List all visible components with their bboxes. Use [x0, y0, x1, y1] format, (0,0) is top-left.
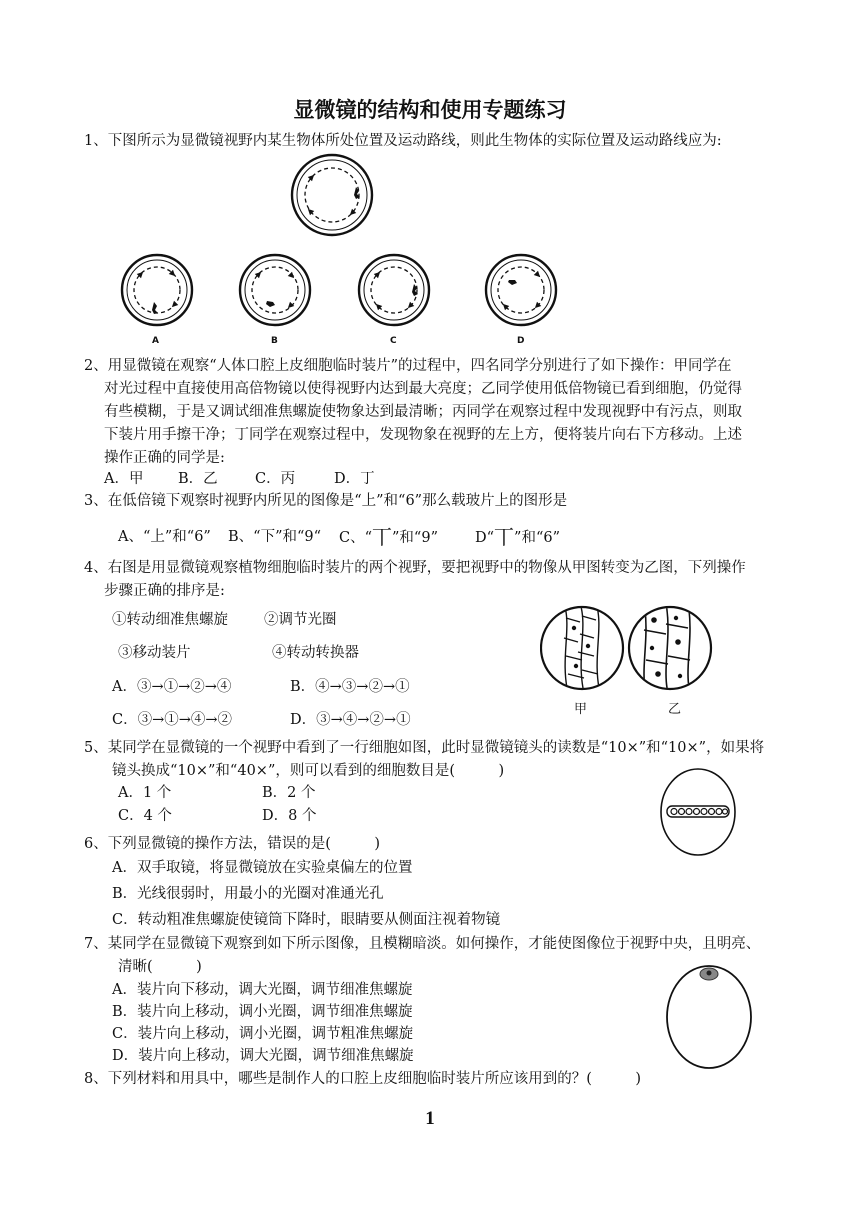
option-a-label: A: [152, 336, 159, 346]
option-a-circle: [122, 255, 192, 325]
q4-figure: [540, 604, 715, 694]
option-c-circle: [359, 255, 429, 325]
q6-option-b: B．光线很弱时，用最小的光圈对准通光孔: [112, 886, 384, 902]
option-b-label: B: [271, 336, 278, 346]
question-1: 1、下图所示为显微镜视野内某生物体所处位置及运动路线，则此生物体的实际位置及运动路线应为:: [84, 133, 722, 149]
q4-figure-label-yi: 乙: [668, 702, 682, 717]
q7-option-d: D．装片向上移动，调大光圈，调节细准焦螺旋: [112, 1048, 414, 1064]
q5-option-b: B．2 个: [262, 785, 316, 801]
q4-option-c: C．③→①→④→②: [112, 712, 233, 728]
question-2-line-3: 有些模糊，于是又调试细准焦螺旋使物象达到最清晰；丙同学在观察过程中发现视野中有污点，则取: [104, 404, 742, 420]
question-2-line-4: 下装片用手擦干净；丁同学在观察过程中，发现物象在视野的左上方，便将装片向右下方移动。上述: [104, 427, 742, 443]
q3-option-c: C、“丅”和“9”: [339, 525, 438, 549]
q4-figure-label-jia: 甲: [574, 702, 588, 717]
question-7-line-2: 清晰( ): [118, 959, 202, 975]
question-3: 3、在低倍镜下观察时视野内所见的图像是“上”和“6”那么载玻片上的图形是: [84, 493, 568, 509]
q3-option-a: A、“上”和“6”: [118, 529, 211, 545]
question-4-line-1: 4、右图是用显微镜观察植物细胞临时装片的两个视野，要把视野中的物像从甲图转变为乙图，下列操作: [84, 560, 746, 576]
q5-option-a: A．1 个: [118, 785, 172, 801]
question-5-line-1: 5、某同学在显微镜的一个视野中看到了一行细胞如图，此时显微镜镜头的读数是“10×”和“10×”，如果将: [84, 740, 765, 756]
q4-option-b: B．④→③→②→①: [290, 679, 410, 695]
q5-option-d: D．8 个: [262, 808, 317, 824]
question-2-line-5: 操作正确的同学是:: [104, 450, 225, 466]
q6-option-a: A．双手取镜，将显微镜放在实验桌偏左的位置: [112, 860, 413, 876]
q6-option-c: C．转动粗准焦螺旋使镜筒下降时，眼睛要从侧面注视着物镜: [112, 912, 501, 928]
option-d-label: D: [517, 336, 525, 346]
q2-option-d: D．丁: [334, 471, 375, 487]
q4-step-3: ③移动装片: [118, 645, 191, 661]
q7-figure: [664, 962, 754, 1072]
question-2-line-2: 对光过程中直接使用高倍物镜以使得视野内达到最大亮度；乙同学使用低倍物镜已看到细胞，仍觉得: [104, 381, 742, 397]
question-6: 6、下列显微镜的操作方法，错误的是( ): [84, 836, 381, 852]
q5-figure: [658, 766, 738, 858]
q3-option-d: D“丅”和“6”: [475, 525, 561, 549]
question-7-line-1: 7、某同学在显微镜下观察到如下所示图像，且模糊暗淡。如何操作，才能使图像位于视野中央，且明亮、: [84, 936, 761, 952]
question-8: 8、下列材料和用具中，哪些是制作人的口腔上皮细胞临时装片所应该用到的？( ): [84, 1071, 642, 1087]
q4-step-2: ②调节光圈: [264, 612, 337, 628]
field-of-view-circle: [292, 155, 372, 235]
q4-option-d: D．③→④→②→①: [290, 712, 411, 728]
q2-option-c: C．丙: [255, 471, 296, 487]
q5-option-c: C．4 个: [118, 808, 172, 824]
q7-option-a: A．装片向下移动，调大光圈，调节细准焦螺旋: [112, 982, 413, 998]
question-5-line-2: 镜头换成“10×”和“40×”，则可以看到的细胞数目是( ): [112, 763, 505, 779]
page-number: 1: [425, 1108, 435, 1129]
q7-option-c: C．装片向上移动，调小光圈，调节粗准焦螺旋: [112, 1026, 414, 1042]
option-d-circle: [486, 255, 556, 325]
q4-option-a: A．③→①→②→④: [112, 679, 232, 695]
q2-option-b: B．乙: [178, 471, 218, 487]
page-title: 显微镜的结构和使用专题练习: [293, 97, 567, 122]
q2-option-a: A．甲: [104, 471, 144, 487]
q3-option-b: B、“下”和“9“: [228, 529, 322, 545]
question-2-line-1: 2、用显微镜在观察“人体口腔上皮细胞临时装片”的过程中，四名同学分别进行了如下操作：甲同学在: [84, 358, 732, 374]
q4-step-1: ①转动细准焦螺旋: [112, 612, 228, 628]
q4-step-4: ④转动转换器: [272, 645, 359, 661]
q7-option-b: B．装片向上移动，调小光圈，调节细准焦螺旋: [112, 1004, 413, 1020]
q1-figure: [110, 152, 580, 347]
question-4-line-2: 步骤正确的排序是:: [104, 583, 225, 599]
option-b-circle: [240, 255, 310, 325]
option-c-label: C: [390, 336, 397, 346]
